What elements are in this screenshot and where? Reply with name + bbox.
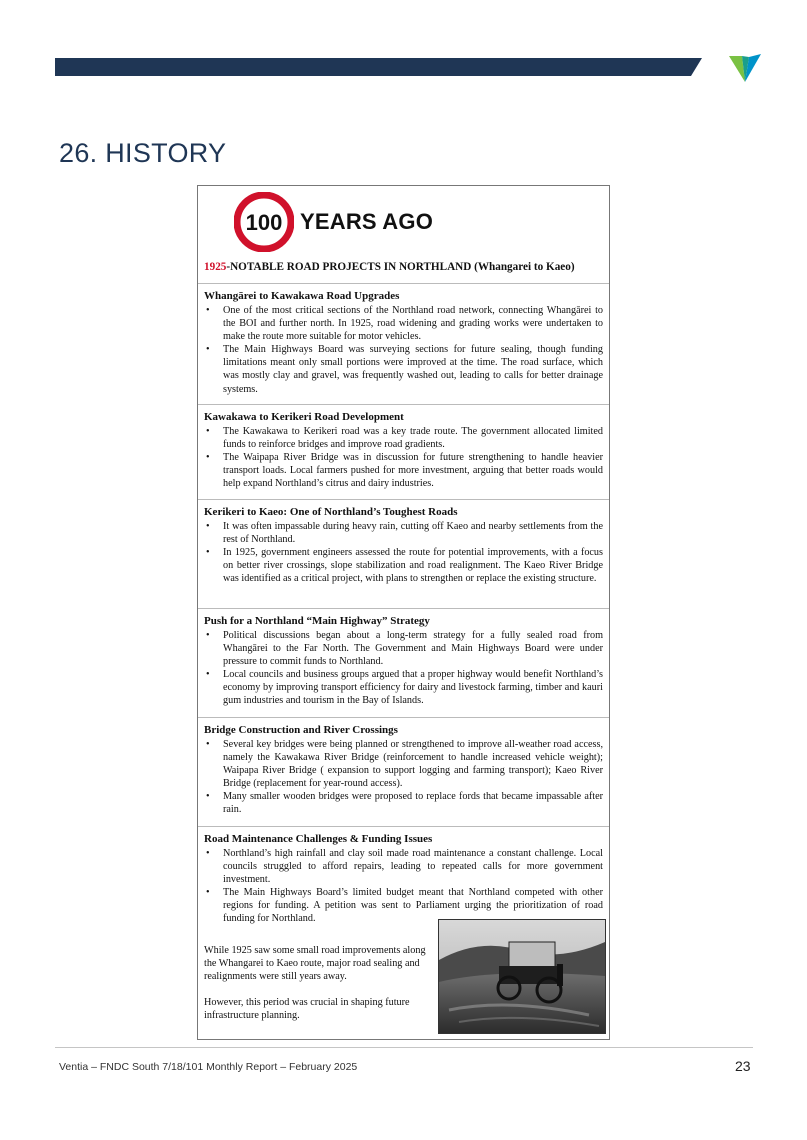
footer-divider [55,1047,753,1048]
section-heading: Push for a Northland “Main Highway” Strategy [204,615,430,627]
bullet: • It was often impassable during heavy rain, cutting off Kaeo and nearby settlements from the rest of Northland. [204,520,603,546]
section-heading: Kerikeri to Kaeo: One of Northland’s Toughest Roads [204,506,458,518]
bullet: • Local councils and business groups argued that a proper highway would benefit Northland’s economy by improving transport efficiency for dairy and livestock farming, timber and kauri gum industries and tourism in the Bay of Islands. [204,668,603,707]
section-heading: Bridge Construction and River Crossings [204,724,398,736]
headline-rest: -NOTABLE ROAD PROJECTS IN NORTHLAND (Whangarei to Kaeo) [226,261,575,273]
headline-year: 1925 [204,261,227,273]
speed-sign-badge [234,192,294,252]
page-title: 26. HISTORY [59,138,227,168]
bullet: • The Main Highways Board’s limited budget meant that Northland competed with other regions for funding. A petition was sent to Parliament urging the prioritization of road funding for Northland. [204,886,603,925]
closing-paragraph: However, this period was crucial in shaping future infrastructure planning. [204,997,410,1022]
bullet: • Political discussions began about a long-term strategy for a fully sealed road from Whangārei to the Far North. The Government and Main Highways Board were under pressure to commit funds to Northland. [204,629,603,668]
footer-text: Ventia – FNDC South 7/18/101 Monthly Report – February 2025 [59,1061,358,1073]
section-road-maintenance [198,826,609,926]
badge-number: 100 [245,210,283,235]
section-main-highway-strategy [198,608,609,708]
header-bar [55,58,702,76]
page-number: 23 [735,1058,751,1074]
closing-text [204,944,434,1035]
bullet: • Many smaller wooden bridges were proposed to replace fords that became impassable after rain. [204,790,603,816]
bullet: • One of the most critical sections of the Northland road network, connecting Whangārei to the BOI and further north. In 1925, road widening and grading works were undertaken to make the route more suitable for motor vehicles. [204,304,603,343]
article-banner [234,192,433,252]
section-whangarei-kawakawa [198,283,609,396]
section-kerikeri-kaeo [198,499,609,585]
banner-text: YEARS AGO [300,209,434,234]
section-bridge-construction [198,717,609,817]
bullet: • Several key bridges were being planned or strengthened to improve all-weather road access, namely the Kawakawa River Bridge (reinforcement to handle increased vehicle weight); Waipapa River Bridge ( expansion to support logging and farming transport); Kaeo River Bridge (replacement for year-round access). [204,738,603,790]
bullet: • The Waipapa River Bridge was in discussion for future strengthening to handle heavier transport loads. Local farmers pushed for more investment, arguing that better roads would help expand Northland’s citrus and dairy industries. [204,451,603,490]
ventia-v-logo-icon [729,52,761,84]
bullet: • The Main Highways Board was surveying sections for future sealing, though funding limitations meant only small portions were improved at the time. The road surface, which was mostly clay and gravel, was frequently washed out, leading to calls for better drainage systems. [204,343,603,395]
section-heading: Road Maintenance Challenges & Funding Issues [204,833,433,845]
bullet: • The Kawakawa to Kerikeri road was a key trade route. The government allocated limited funds to reinforce bridges and improve road gradients. [204,425,603,451]
section-kawakawa-kerikeri [198,404,609,490]
bullet: • Northland’s high rainfall and clay soil made road maintenance a constant challenge. Local councils struggled to afford repairs, leading to repeated calls for more government investment. [204,847,603,886]
bullet: • In 1925, government engineers assessed the route for potential improvements, with a focus on better river crossings, slope stabilization and road realignment. The Kaeo River Bridge was identified as a critical project, with plans to strengthen or replace the existing structure. [204,546,603,585]
historic-road-photo [438,919,606,1034]
article-headline [204,261,575,273]
closing-paragraph: While 1925 saw some small road improvements along the Whangarei to Kaeo route, major road sealing and realignments were still years away. [204,945,426,983]
section-heading: Whangārei to Kawakawa Road Upgrades [204,290,400,302]
history-article [197,185,610,1040]
section-heading: Kawakawa to Kerikeri Road Development [204,411,404,423]
